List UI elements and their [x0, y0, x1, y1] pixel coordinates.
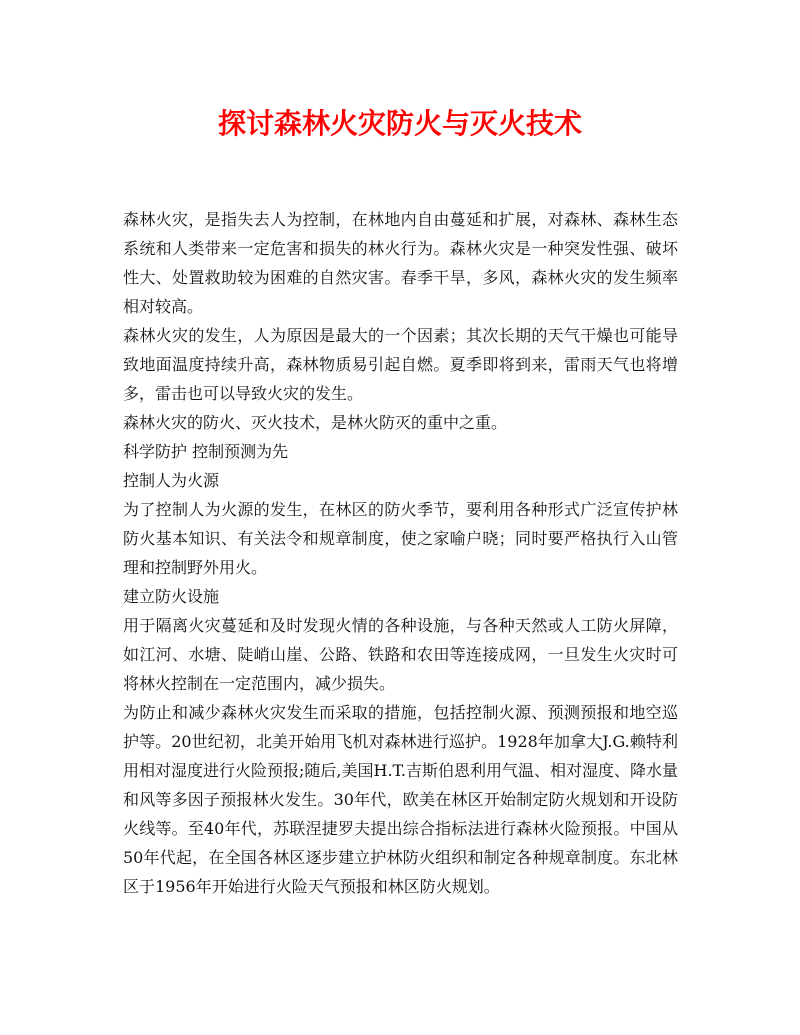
paragraph-4: 为了控制人为火源的发生，在林区的防火季节，要利用各种形式广泛宣传护林防火基本知识、有关法令和规章制度，使之家喻户晓；同时要严格执行入山管理和控制野外用火。 — [123, 500, 678, 577]
subheading-1: 控制人为火源 — [123, 471, 220, 490]
paragraph-3: 森林火灾的防火、灭火技术，是林火防灭的重中之重。 — [123, 413, 508, 432]
paragraph-1: 森林火灾，是指失去人为控制，在林地内自由蔓延和扩展，对森林、森林生态系统和人类带来一定危害和损失的林火行为。森林火灾是一种突发性强、破坏性大、处置救助较为困难的自然灾害。春季干旱，多风，森林火灾的发生频率相对较高。 — [123, 210, 678, 316]
document-title: 探讨森林火灾防火与灭火技术 — [217, 107, 582, 140]
paragraph-2: 森林火灾的发生，人为原因是最大的一个因素；其次长期的天气干燥也可能导致地面温度持续升高，森林物质易引起自燃。夏季即将到来，雷雨天气也将增多，雷击也可以导致火灾的发生。 — [123, 326, 678, 403]
subheading-2: 建立防火设施 — [123, 587, 220, 606]
document-body — [123, 205, 678, 901]
paragraph-6: 为防止和减少森林火灾发生而采取的措施，包括控制火源、预测预报和地空巡护等。20世纪初，北美开始用飞机对森林进行巡护。1928年加拿大J.G.赖特利用相对湿度进行火险预报;随后,美国H.T.吉斯伯恩利用气温、相对湿度、降水量和风等多因子预报林火发生。30年代，欧美在林区开始制定防火规划和开设防火线等。至40年代，苏联涅捷罗夫提出综合指标法进行森林火险预报。中国从50年代起，在全国各林区逐步建立护林防火组织和制定各种规章制度。东北林区于1956年开始进行火险天气预报和林区防火规划。 — [123, 703, 678, 896]
section-heading-1: 科学防护 控制预测为先 — [123, 442, 289, 461]
paragraph-5: 用于隔离火灾蔓延和及时发现火情的各种设施，与各种天然或人工防火屏障，如江河、水塘、陡峭山崖、公路、铁路和农田等连接成网，一旦发生火灾时可将林火控制在一定范围内，减少损失。 — [123, 616, 678, 693]
